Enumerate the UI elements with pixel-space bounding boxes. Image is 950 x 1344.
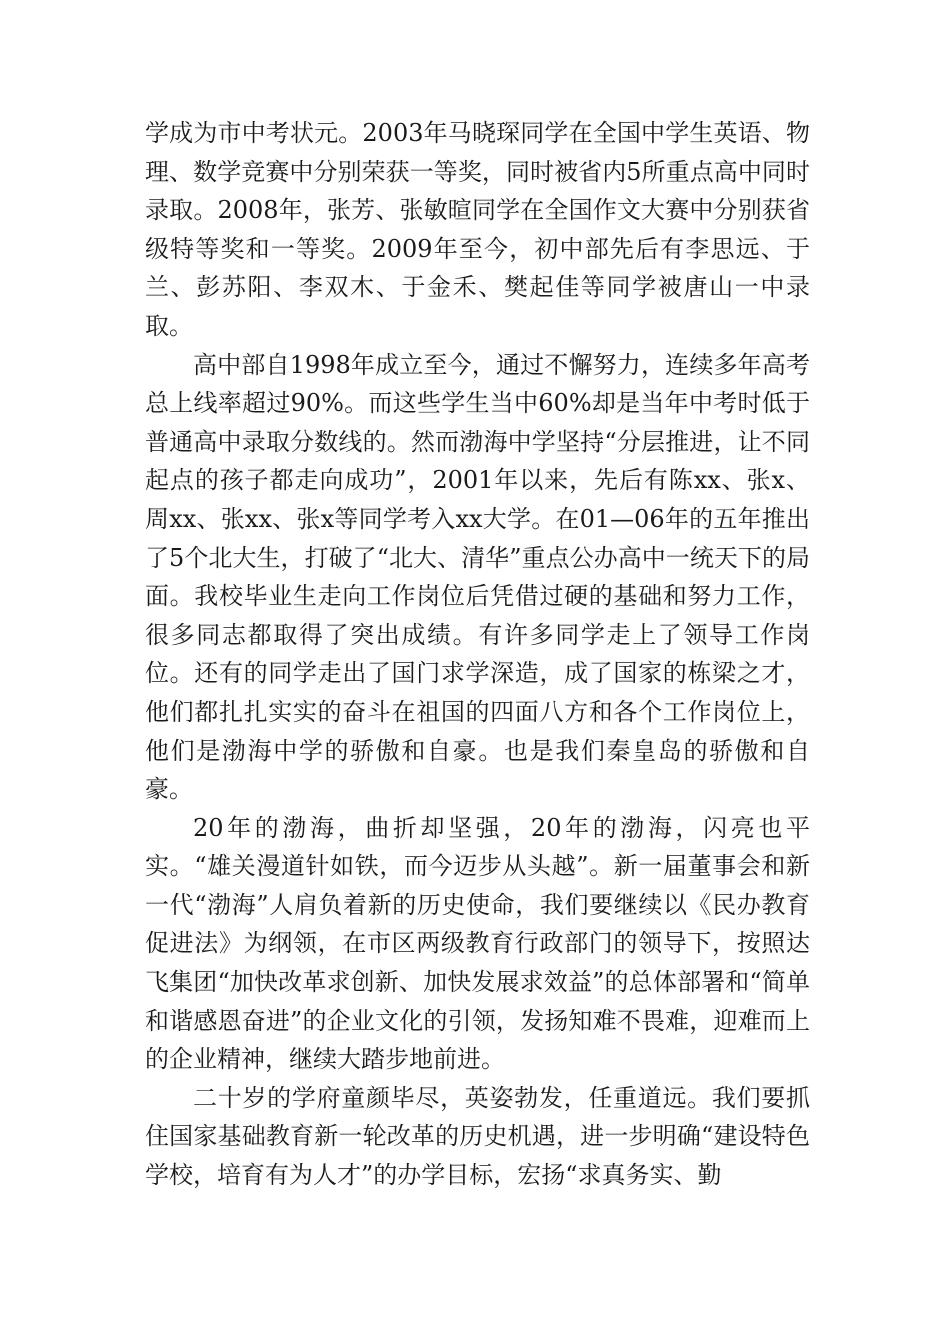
paragraph-twenty-years: 20年的渤海，曲折却坚强，20年的渤海，闪亮也平实。“雄关漫道针如铁，而今迈步从头越”。新一届董事会和新一代“渤海”人肩负着新的历史使命，我们要继续以《民办教育促进法》为纲领，在市区两级教育行政部门的领导下，按照达飞集团“加快改革求创新、加快发展求效益”的总体部署和“简单和谐感恩奋进”的企业文化的引领，发扬知难不畏难，迎难而上的企业精神，继续大踏步地前进。 — [145, 813, 810, 1074]
document-body — [145, 114, 810, 1195]
paragraph-achievements-junior: 学成为市中考状元。2003年马晓琛同学在全国中学生英语、物理、数学竞赛中分别荣获一等奖，同时被省内5所重点高中同时录取。2008年，张芳、张敏暄同学在全国作文大赛中分别获省级特等奖和一等奖。2009年至今，初中部先后有李思远、于兰、彭苏阳、李双木、于金禾、樊起佳等同学被唐山一中录取。 — [145, 119, 810, 340]
paragraph-future: 二十岁的学府童颜毕尽，英姿勃发，任重道远。我们要抓住国家基础教育新一轮改革的历史机遇，进一步明确“建设特色学校，培育有为人才”的办学目标，宏扬“求真务实、勤 — [145, 1083, 810, 1190]
paragraph-high-school: 高中部自1998年成立至今，通过不懈努力，连续多年高考总上线率超过90%。而这些学生当中60%却是当年中考时低于普通高中录取分数线的。然而渤海中学坚持“分层推进，让不同起点的孩子都走向成功”，2001年以来，先后有陈xx、张x、周xx、张xx、张x等同学考入xx大学。在01—06年的五年推出了5个北大生，打破了“北大、清华”重点公办高中一统天下的局面。我校毕业生走向工作岗位后凭借过硬的基础和努力工作，很多同志都取得了突出成绩。有许多同学走上了领导工作岗位。还有的同学走出了国门求学深造，成了国家的栋梁之才，他们都扎扎实实的奋斗在祖国的四面八方和各个工作岗位上，他们是渤海中学的骄傲和自豪。也是我们秦皇岛的骄傲和自豪。 — [145, 350, 810, 804]
